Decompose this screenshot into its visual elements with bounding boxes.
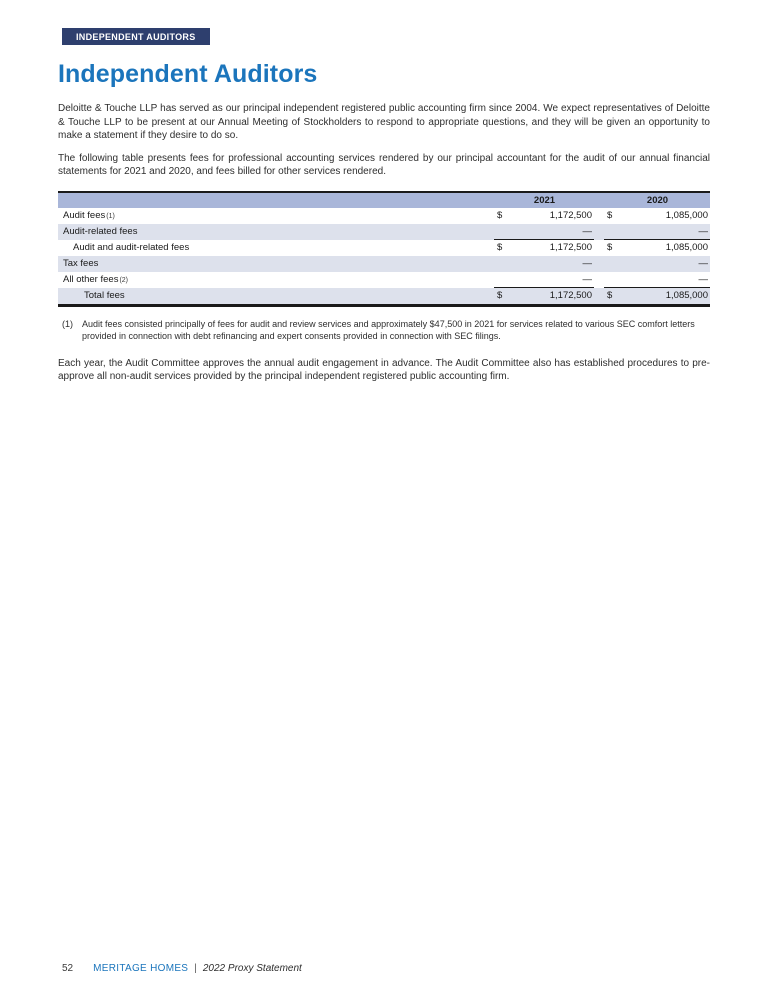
currency-symbol: $ [497, 290, 503, 301]
value-2021: 1,172,500 [549, 290, 592, 301]
fees-table-header-row [58, 193, 710, 208]
value-2021: — [582, 273, 592, 285]
currency-symbol: $ [607, 290, 613, 301]
value-2021: 1,172,500 [549, 210, 592, 221]
table-row-audit-and-audit-related-fees [58, 240, 710, 256]
value-2020: — [698, 258, 708, 269]
column-header-2021 [494, 193, 594, 208]
table-row-audit-fees [58, 208, 710, 224]
currency-symbol: $ [497, 242, 503, 253]
page-title: Independent Auditors [58, 60, 318, 88]
table-row-audit-related-fees [58, 224, 710, 240]
footnote-ref-1: (1) [106, 213, 115, 220]
company-name: MERITAGE HOMES [93, 963, 189, 974]
row-label: Total fees [84, 290, 125, 301]
value-2020: — [698, 225, 708, 237]
row-label: Audit and audit-related fees [73, 242, 190, 253]
value-2020: 1,085,000 [665, 242, 708, 253]
year-2020-label: 2020 [646, 194, 669, 206]
currency-symbol: $ [607, 242, 613, 253]
row-label: Tax fees [63, 258, 99, 269]
footnote-1 [58, 318, 710, 343]
value-2020: — [698, 273, 708, 285]
table-lead-paragraph: The following table presents fees for professional accounting services rendered by our principal accountant for the audit of our annual financial statements for 2021 and 2020, and fees billed for other services rendered. [58, 152, 710, 177]
document-name: 2022 Proxy Statement [202, 963, 302, 974]
footnote-text: Audit fees consisted principally of fees for audit and review services and approximately $47,500 in 2021 for services related to various SEC comfort letters provided in connection with debt refinancing and expert consents provided in connection with SEC filings. [82, 318, 695, 341]
row-label: Audit fees(1) [63, 210, 115, 221]
column-header-2020 [604, 193, 710, 208]
page-number: 52 [62, 963, 74, 974]
fees-table [58, 191, 710, 307]
currency-symbol: $ [607, 210, 613, 221]
table-row-tax-fees [58, 256, 710, 272]
footer-separator: | [194, 963, 197, 974]
row-label: Audit-related fees [63, 226, 138, 237]
table-row-all-other-fees [58, 272, 710, 288]
value-2021: — [582, 258, 592, 269]
page-footer [58, 963, 302, 974]
closing-paragraph: Each year, the Audit Committee approves the annual audit engagement in advance. The Audit Committee also has established procedures to pre-approve all non-audit services provided by the principal independent registered public accounting firm. [58, 357, 710, 382]
year-2021-label: 2021 [533, 194, 556, 206]
value-2021: 1,172,500 [549, 242, 592, 253]
currency-symbol: $ [497, 210, 503, 221]
section-eyebrow-badge: INDEPENDENT AUDITORS [62, 28, 210, 45]
row-label: All other fees(2) [63, 274, 129, 285]
value-2020: 1,085,000 [665, 290, 708, 301]
proxy-statement-page [0, 0, 768, 384]
footnote-ref-2: (2) [119, 277, 129, 284]
intro-paragraph: Deloitte & Touche LLP has served as our principal independent registered public accounting firm since 2004. We expect representatives of Deloitte & Touche LLP to be present at our Annual Meeting of Stockholders to respond to appropriate questions, and they will be given an opportunity to make a statement if they desire to do so. [58, 103, 710, 141]
value-2020: 1,085,000 [665, 210, 708, 221]
table-row-total-fees [58, 288, 710, 304]
value-2021: — [582, 225, 592, 237]
footnote-marker: (1) [62, 318, 73, 329]
